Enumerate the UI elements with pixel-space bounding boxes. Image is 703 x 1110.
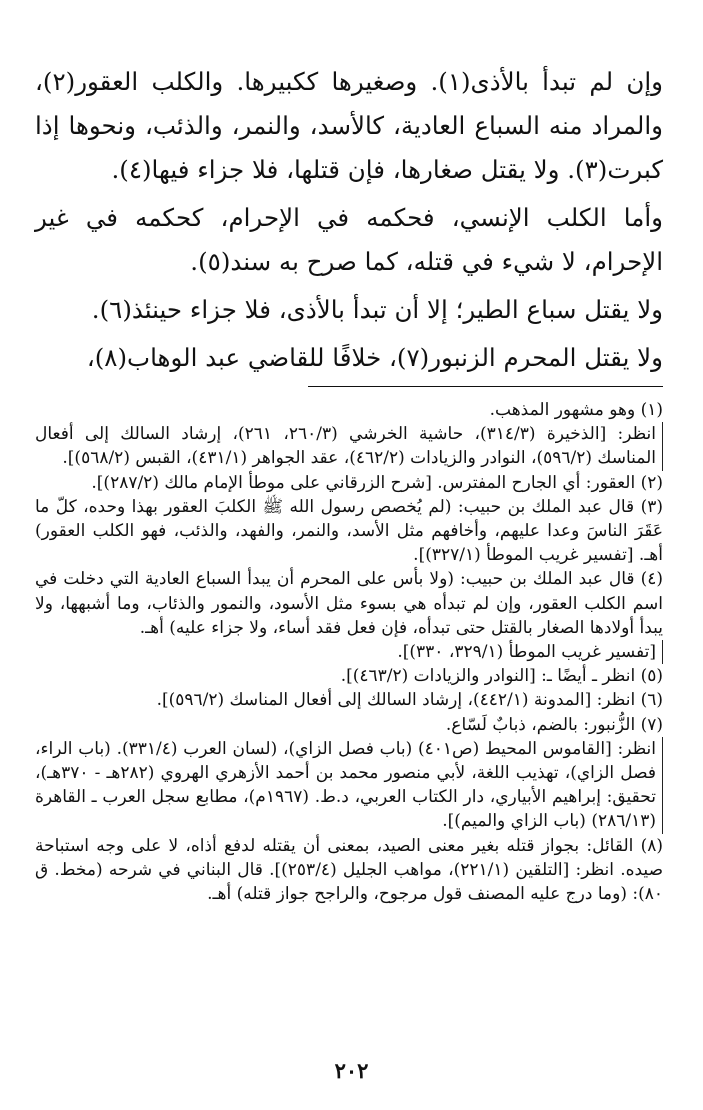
main-paragraph-1: وإن لم تبدأ بالأذى(١). وصغيرها ككبيرها. والكلب العقور(٢)، والمراد منه السباع العادية، كالأسد، والنمر، والذئب، ونحوها إذا كبرت(٣). ولا يقتل صغارها، فإن قتلها، فلا جزاء فيها(٤). [35,67,663,184]
footnote-3: (٣) قال عبد الملك بن حبيب: (لم يُخصص رسول الله ﷺ الكلبَ العقور بهذا وحده، كلّ ما عَقَرَ الناسَ وعدا عليهم، وأخافهم مثل الأسد، والنمر، والفهد، والذئب، فهو الكلب العقور) أهـ. [تفسير غريب الموطأ (٣٢٧/١)]. [35,496,663,566]
footnote-1-source: انظر: [الذخيرة (٣١٤/٣)، حاشية الخرشي (٢٦٠/٣، ٢٦١)، إرشاد السالك إلى أفعال المناسك (٥٩٦/٢)، النوادر والزيادات (٤٦٢/٢)، عقد الجواهر (٤٣١/١)، القبس (٥٦٨/٢)]. [35,422,663,470]
footnote-7: (٧) الزُّنبور: بالضم، ذبابٌ لَسّاع. [445,714,663,735]
main-text [35,60,663,380]
footnote-4-source: [تفسير غريب الموطأ (٣٢٩/١، ٣٣٠)]. [35,640,663,664]
footnote-6: (٦) انظر: [المدونة (٤٤٢/١)، إرشاد السالك إلى أفعال المناسك (٥٩٦/٢)]. [156,690,663,711]
footnote-5: (٥) انظر ـ أيضًا ـ: [النوادر والزيادات (٤٦٣/٢)]. [340,666,663,687]
main-paragraph-2: وأما الكلب الإنسي، فحكمه في الإحرام، كحكمه في غير الإحرام، لا شيء في قتله، كما صرح به سند(٥). [35,203,663,276]
footnote-1: (١) وهو مشهور المذهب. [489,400,663,420]
main-paragraph-4: ولا يقتل المحرم الزنبور(٧)، خلافًا للقاضي عبد الوهاب(٨)، [86,343,663,372]
footnote-2: (٢) العقور: أي الجارح المفترس. [شرح الزرقاني على موطأ الإمام مالك (٢٨٧/٢)]. [91,472,663,493]
footnote-separator [308,386,663,387]
main-paragraph-3: ولا يقتل سباع الطير؛ إلا أن تبدأ بالأذى، فلا جزاء حينئذ(٦). [91,295,663,324]
footnote-7-source: انظر: [القاموس المحيط (ص٤٠١) (باب فصل الزاي)، (لسان العرب (٣٣١/٤). (باب الراء، فصل الزاي)، تهذيب اللغة، لأبي منصور محمد بن أحمد الأزهري الهروي (٢٨٢هـ - ٣٧٠هـ)، تحقيق: إبراهيم الأبياري، دار الكتاب العربي، د.ط. (١٩٦٧م)، مطابع سجل العرب ـ القاهرة (٢٨٦/١٣) (باب الزاي والميم)]. [35,737,663,834]
footnote-8: (٨) القائل: بجواز قتله بغير معنى الصيد، بمعنى أن يقتله لدفع أذاه، لا على وجه استباحة صيده. انظر: [التلقين (٢٢١/١)، مواهب الجليل (٢٥٣/٤)]. قال البناني في شرحه (مخط. ق ٨٠): (وما درج عليه المصنف قول مرجوح، والراجح جواز قتله) أهـ. [35,835,663,905]
page-number: ٢٠٢ [334,1058,369,1083]
footnotes [35,398,663,906]
footnote-4: (٤) قال عبد الملك بن حبيب: (ولا بأس على المحرم أن يبدأ السباع العادية التي دخلت في اسم الكلب العقور، وإن لم تبدأه هي بسوء مثل الأسود، والنمور والذئاب، وما أشبهها، ولا يبدأ أولادها الصغار بالقتل حتى تبدأه، فإن فعل فقد أساء، ولا جزاء عليه) أهـ. [35,569,663,638]
